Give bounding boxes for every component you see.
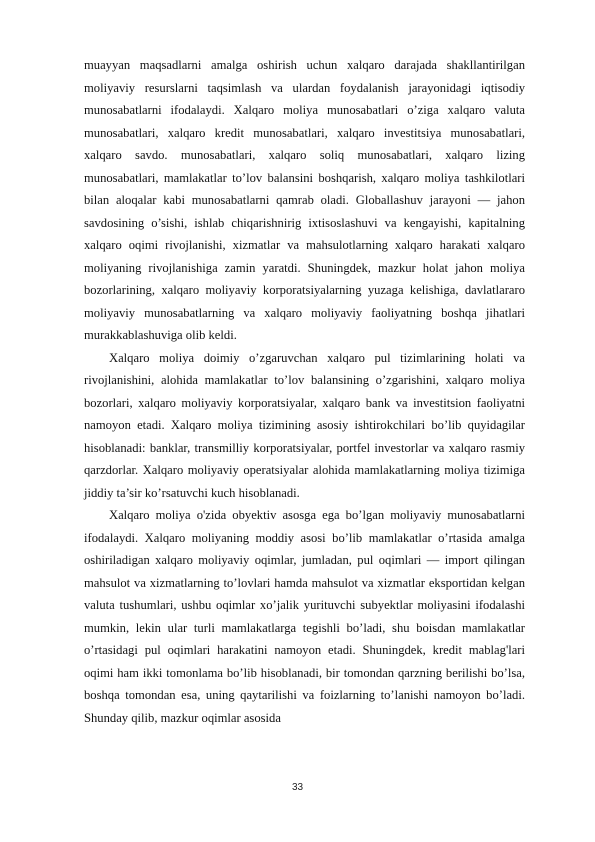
paragraph-2: Xalqaro moliya doimiy o’zgaruvchan xalqaro pul tizimlarining holati va rivojlanishini, alohida mamlakatlar to’lov balansining o’zgarishini, xalqaro moliya bozorlari, xalqaro moliyaviy korporatsiyalar, xalqaro bank va investitsion faoliyatni namoyon etadi. Xalqaro moliya tizimining asosiy ishtirokchilari bo’lib quyidagilar hisoblanadi: banklar, transmilliy korporatsiyalar, portfel investorlar va xalqaro rasmiy qarzdorlar. Xalqaro moliyaviy operatsiyalar alohida mamlakatlarning moliya tizimiga jiddiy ta’sir ko’rsatuvchi kuch hisoblanadi. xyxy=(84,350,525,500)
page-number: 33 xyxy=(291,782,304,793)
page-body xyxy=(84,54,525,729)
paragraph-3: Xalqaro moliya o'zida obyektiv asosga ega bo’lgan moliyaviy munosabatlarni ifodalaydi. Xalqaro moliyaning moddiy asosi bo’lib mamlakatlar o’rtasida amalga oshiriladigan xalqaro moliyaviy oqimlar, jumladan, pul oqimlari — import qilingan mahsulot va xizmatlarning to’lovlari hamda mahsulot va xizmatlar eksportidan kelgan valuta tushumlari, ushbu oqimlar xo’jalik yurituvchi subyektlar moliyasini ifodalashi mumkin, lekin ular turli mamlakatlarga tegishli bo’ladi, shu boisdan mamlakatlar o’rtasidagi pul oqimlari harakatini namoyon etadi. Shuningdek, kredit mablag'lari oqimi ham ikki tomonlama bo’lib hisoblanadi, bir tomondan qarzning berilishi bo’lsa, boshqa tomondan esa, uning qaytarilishi va foizlarning to’lanishi namoyon bo’ladi. Shunday qilib, mazkur oqimlar asosida xyxy=(84,508,525,725)
paragraph-1: muayyan maqsadlarni amalga oshirish uchun xalqaro darajada shakllantirilgan moliyaviy resurslarni taqsimlash va ulardan foydalanish jarayonidagi iqtisodiy munosabatlarni ifodalaydi. Xalqaro moliya munosabatlari o’ziga xalqaro valuta munosabatlari, xalqaro kredit munosabatlari, xalqaro investitsiya munosabatlari, xalqaro savdo. munosabatlari, xalqaro soliq munosabatlari, xalqaro lizing munosabatlari, mamlakatlar to’lov balansini boshqarish, xalqaro moliya tashkilotlari bilan aloqalar kabi munosabatlarni qamrab oladi. Globallashuv jarayoni — jahon savdosining o’sishi, ishlab chiqarishnirig ixtisoslashuvi va kengayishi, kapitalning xalqaro oqimi rivojlanishi, xizmatlar va mahsulotlarning xalqaro harakati xalqaro moliyaning rivojlanishiga zamin yaratdi. Shuningdek, mazkur holat jahon moliya bozorlarining, xalqaro moliyaviy korporatsiyalarning yuzaga kelishiga, davlatlararo moliyaviy munosabatlarning va xalqaro moliyaviy faoliyatning boshqa jihatlari murakkablashuviga olib keldi. xyxy=(84,58,525,342)
